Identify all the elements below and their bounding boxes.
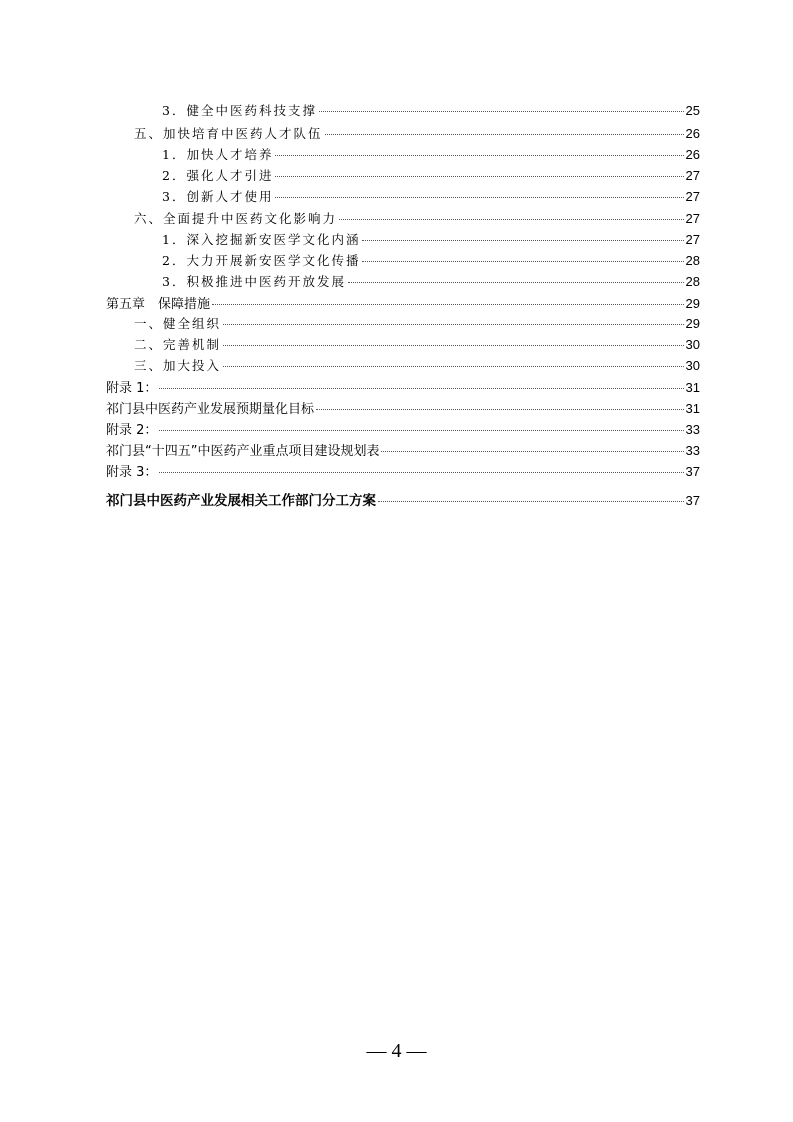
toc-entry[interactable] bbox=[106, 101, 700, 121]
toc-entry[interactable] bbox=[106, 314, 700, 334]
toc-entry-appendix[interactable] bbox=[106, 489, 700, 509]
toc-entry-label: 一、健全组织 bbox=[134, 316, 222, 331]
toc-entry-page: 27 bbox=[685, 232, 700, 247]
toc-entry-label: 2．大力开展新安医学文化传播 bbox=[162, 253, 361, 268]
toc-entry-label: 六、全面提升中医药文化影响力 bbox=[134, 211, 338, 226]
toc-entry-label: 附录 1： bbox=[106, 381, 158, 396]
toc-entry-label: 附录 3： bbox=[106, 465, 158, 480]
toc-entry[interactable] bbox=[106, 209, 700, 229]
toc-entry[interactable] bbox=[106, 335, 700, 355]
toc-leader bbox=[316, 409, 684, 410]
toc-leader bbox=[275, 155, 683, 156]
toc-entry-page: 27 bbox=[685, 211, 700, 226]
toc-entry-page: 26 bbox=[685, 126, 700, 141]
toc-entry-page: 31 bbox=[685, 380, 700, 395]
toc-entry[interactable] bbox=[106, 272, 700, 292]
toc-entry-label: 五、加快培育中医药人才队伍 bbox=[134, 126, 323, 141]
toc-entry-page: 30 bbox=[685, 358, 700, 373]
toc-entry-label: 1．深入挖掘新安医学文化内涵 bbox=[162, 232, 361, 247]
toc-entry-page: 26 bbox=[685, 147, 700, 162]
toc-leader bbox=[325, 134, 684, 135]
toc-entry-appendix[interactable] bbox=[106, 440, 700, 460]
toc-entry-label: 3．创新人才使用 bbox=[162, 189, 274, 204]
toc-entry-page: 27 bbox=[685, 189, 700, 204]
toc-entry[interactable] bbox=[106, 187, 700, 207]
toc-entry-page: 30 bbox=[685, 337, 700, 352]
toc-entry-appendix[interactable] bbox=[106, 419, 700, 439]
toc-entry-label: 二、完善机制 bbox=[134, 337, 222, 352]
toc-entry-chapter[interactable] bbox=[106, 293, 700, 313]
toc-entry-page: 28 bbox=[685, 274, 700, 289]
toc-leader bbox=[275, 176, 683, 177]
toc-entry-page: 37 bbox=[685, 464, 700, 479]
toc-entry-page: 29 bbox=[685, 296, 700, 311]
toc-leader bbox=[159, 472, 683, 473]
toc-entry-page: 29 bbox=[685, 316, 700, 331]
toc-entry-label: 3．健全中医药科技支撑 bbox=[162, 103, 317, 118]
toc-leader bbox=[223, 345, 684, 346]
toc-entry-label: 1．加快人才培养 bbox=[162, 147, 274, 162]
page-number: — 4 — bbox=[366, 1040, 427, 1062]
toc-leader bbox=[223, 366, 684, 367]
toc-leader bbox=[362, 261, 683, 262]
toc-entry-label: 三、加大投入 bbox=[134, 358, 222, 373]
toc-entry[interactable] bbox=[106, 230, 700, 250]
toc-leader bbox=[223, 324, 684, 325]
toc-entry-page: 25 bbox=[685, 103, 700, 118]
toc-entry-page: 27 bbox=[685, 168, 700, 183]
toc-leader bbox=[381, 451, 683, 452]
toc-entry[interactable] bbox=[106, 251, 700, 271]
toc-entry-page: 37 bbox=[685, 493, 700, 508]
toc-leader bbox=[159, 430, 683, 431]
toc-leader bbox=[348, 282, 684, 283]
toc-entry-label: 附录 2： bbox=[106, 423, 158, 438]
toc-leader bbox=[319, 111, 684, 112]
toc-entry-label: 3．积极推进中医药开放发展 bbox=[162, 274, 346, 289]
toc-entry[interactable] bbox=[106, 145, 700, 165]
toc-entry[interactable] bbox=[106, 166, 700, 186]
toc-entry-label: 祁门县“十四五”中医药产业重点项目建设规划表 bbox=[106, 444, 380, 459]
toc-entry-label: 祁门县中医药产业发展相关工作部门分工方案 bbox=[106, 493, 376, 509]
toc-entry-appendix[interactable] bbox=[106, 377, 700, 397]
toc-entry-appendix[interactable] bbox=[106, 398, 700, 418]
toc-entry-page: 31 bbox=[685, 401, 700, 416]
toc-entry[interactable] bbox=[106, 124, 700, 144]
toc-entry-label: 祁门县中医药产业发展预期量化目标 bbox=[106, 402, 315, 417]
toc-entry-appendix[interactable] bbox=[106, 461, 700, 481]
toc-leader bbox=[275, 197, 683, 198]
toc-leader bbox=[362, 240, 683, 241]
toc-leader bbox=[159, 388, 683, 389]
toc-entry-page: 33 bbox=[685, 422, 700, 437]
toc-leader bbox=[339, 219, 684, 220]
toc-entry-page: 28 bbox=[685, 253, 700, 268]
toc-entry[interactable] bbox=[106, 356, 700, 376]
toc-entry-page: 33 bbox=[685, 443, 700, 458]
toc-entry-label: 2．强化人才引进 bbox=[162, 168, 274, 183]
toc-entry-label: 第五章 保障措施 bbox=[106, 297, 211, 312]
toc-leader bbox=[212, 304, 684, 305]
toc-leader bbox=[378, 501, 684, 502]
